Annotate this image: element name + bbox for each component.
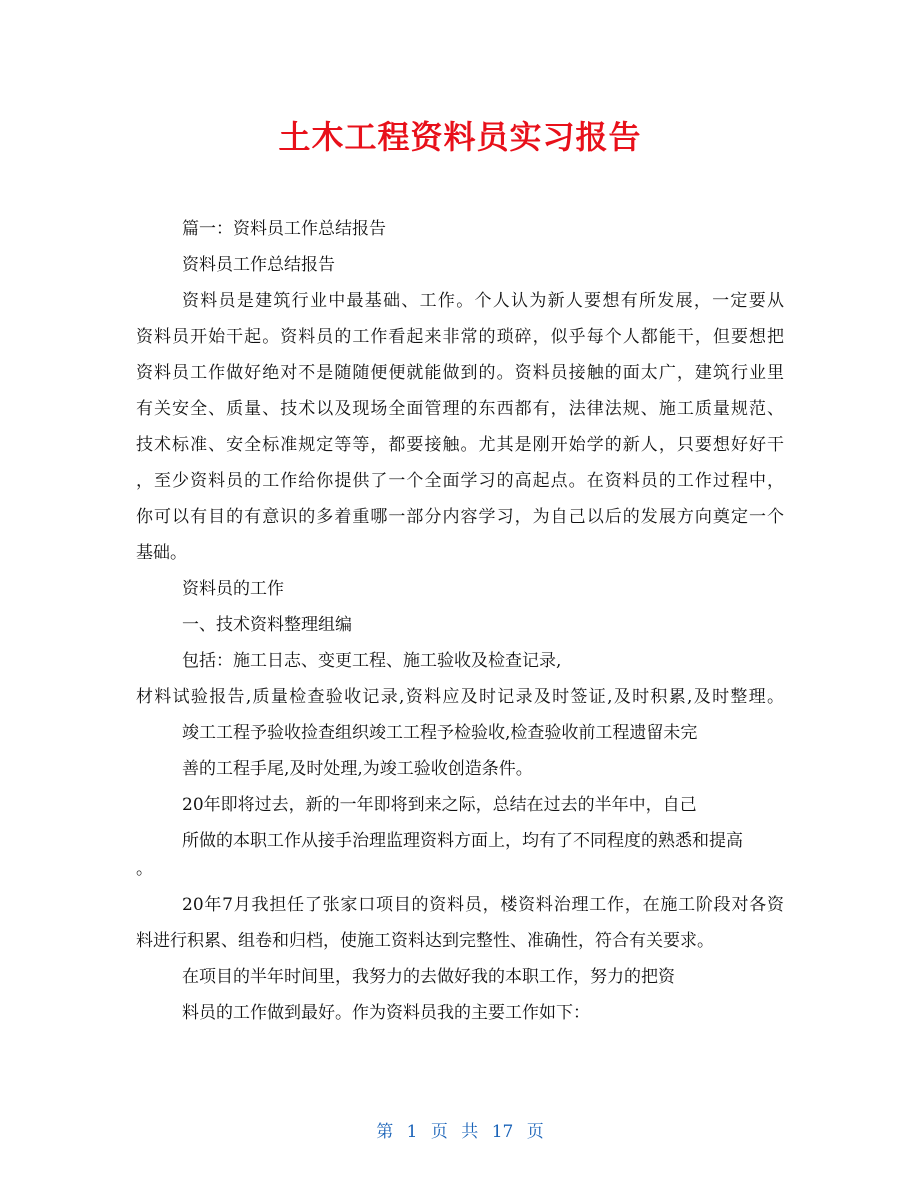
paragraph-line: 基础。 [136,543,187,563]
subheading-summary-report: 资料员工作总结报告 [182,255,335,275]
footer-di: 第 [376,1122,394,1142]
heading-part-one: 篇一：资料员工作总结报告 [182,219,386,239]
paragraph-line: 料进行积累、组卷和归档，使施工资料达到完整性、准确性，符合有关要求。 [136,931,714,951]
paragraph-line: 技术标准、安全标准规定等等，都要接触。尤其是刚开始学的新人，只要想好好干 [136,435,784,455]
footer-total-pages: 17 [491,1122,514,1142]
paragraph-line: 。 [136,859,153,879]
paragraph-line: 20年7月我担任了张家口项目的资料员，楼资料治理工作，在施工阶段对各资 [182,895,784,915]
paragraph-line: 材料试验报告,质量检查验收记录,资料应及时记录及时签证,及时积累,及时整理。 [136,687,784,707]
paragraph-line: 在项目的半年时间里，我努力的去做好我的本职工作，努力的把资 [182,967,675,987]
paragraph-line: 资料员是建筑行业中最基础、工作。个人认为新人要想有所发展，一定要从 [182,291,784,311]
paragraph-line: ，至少资料员的工作给你提供了一个全面学习的高起点。在资料员的工作过程中， [136,471,784,491]
document-title: 土木工程资料员实习报告 [278,118,642,156]
paragraph-line: 有关安全、质量、技术以及现场全面管理的东西都有，法律法规、施工质量规范、 [136,399,784,419]
paragraph-line: 料员的工作做到最好。作为资料员我的主要工作如下： [182,1003,590,1023]
paragraph-line: 资料员工作做好绝对不是随随便便就能做到的。资料员接触的面太广，建筑行业里 [136,363,784,383]
paragraph-line: 资料员开始干起。资料员的工作看起来非常的琐碎，似乎每个人都能干，但要想把 [136,327,784,347]
section-heading: 资料员的工作 [182,579,284,599]
section-heading: 一、技术资料整理组编 [182,615,352,635]
paragraph-line: 你可以有目的有意识的多着重哪一部分内容学习，为自己以后的发展方向奠定一个 [136,507,784,527]
footer-gong: 共 [461,1122,479,1142]
paragraph-line: 20年即将过去，新的一年即将到来之际，总结在过去的半年中，自己 [182,795,697,815]
footer-page-number: 1 [406,1122,418,1142]
footer-ye: 页 [430,1122,448,1142]
page-footer [0,1117,920,1142]
paragraph-line: 所做的本职工作从接手治理监理资料方面上，均有了不同程度的熟悉和提高 [182,831,743,851]
footer-ye-2: 页 [526,1122,544,1142]
paragraph-line: 善的工程手尾,及时处理,为竣工验收创造条件。 [182,759,533,779]
paragraph-line: 包括：施工日志、变更工程、施工验收及检查记录, [182,651,562,671]
paragraph-line: 竣工工程予验收捡查组织竣工工程予检验收,检查验收前工程遗留未完 [182,723,698,743]
